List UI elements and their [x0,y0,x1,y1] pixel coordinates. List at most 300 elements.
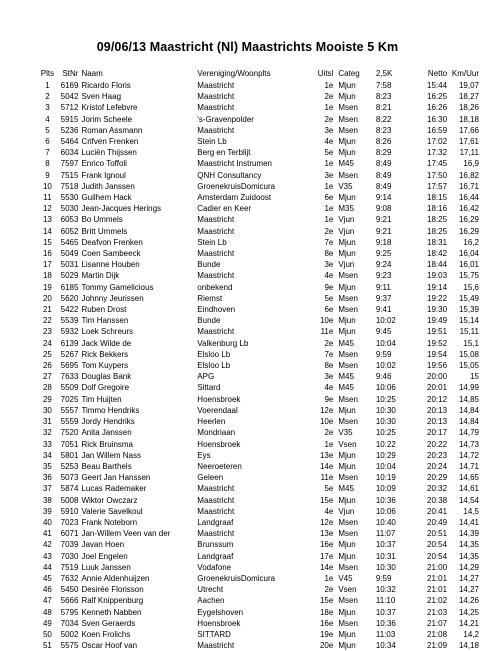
table-row [40,371,479,382]
cell-kmuur: 17,66 [458,125,479,135]
cell-categ: Msen [338,394,358,404]
cell-tijd: 9:46 [375,372,392,382]
table-row [40,427,479,438]
cell-naam: Deafvon Frenken [81,237,143,247]
cell-uitsl: 4e [324,137,334,147]
cell-plts: 49 [42,618,52,628]
table-row [40,618,479,629]
cell-categ: Msen [338,517,358,527]
cell-netto: 17:50 [427,170,448,180]
cell-stnr: 5465 [60,237,79,247]
cell-kmuur: 16,04 [458,249,479,259]
cell-plts: 25 [42,349,52,359]
cell-stnr: 5559 [60,417,79,427]
cell-plts: 3 [45,103,50,113]
cell-stnr: 5575 [60,641,79,651]
cell-naam: Luciën Thijssen [81,148,137,158]
page-title: 09/06/13 Maastricht (Nl) Maastrichts Mooiste 5 Km [96,40,399,54]
cell-vereniging: Utrecht [197,585,224,595]
cell-categ: Mjun [338,540,356,550]
cell-categ: M45 [338,159,354,169]
cell-naam: Frank Ignoul [81,170,126,180]
cell-vereniging: Berg en Terblijt [197,148,251,158]
cell-categ: Msen [338,562,358,572]
cell-categ: Mjun [338,405,356,415]
cell-tijd: 10:36 [375,495,396,505]
table-row [40,259,479,270]
cell-kmuur: 14,71 [458,461,479,471]
cell-vereniging: Maastricht [197,215,235,225]
cell-stnr: 5450 [60,585,79,595]
cell-categ: Msen [338,170,358,180]
cell-kmuur: 15,14 [458,316,479,326]
cell-stnr: 5002 [60,629,79,639]
cell-tijd: 10:09 [375,484,396,494]
cell-naam: Sven Haag [81,92,122,102]
cell-tijd: 10:36 [375,618,396,628]
cell-tijd: 11:10 [375,596,396,606]
cell-plts: 9 [45,170,50,180]
cell-tijd: 10:25 [375,394,396,404]
cell-plts: 22 [42,316,52,326]
cell-naam: Jan Willem Nass [81,450,142,460]
cell-uitsl: 16e [319,540,334,550]
cell-uitsl: 17e [319,551,334,561]
cell-uitsl: 8e [324,361,334,371]
cell-kmuur: 15,11 [459,327,479,337]
cell-tijd: 10:02 [375,316,396,326]
cell-plts: 32 [42,428,52,438]
cell-netto: 19:14 [427,282,448,292]
cell-naam: Frank Noteborn [81,517,138,527]
header-stnr: StNr [62,69,79,78]
cell-tijd: 9:21 [375,215,392,225]
cell-tijd: 10:04 [375,461,396,471]
cell-categ: Msen [338,417,358,427]
cell-naam: Rick Bekkers [81,349,129,359]
cell-netto: 20:01 [427,383,448,393]
cell-netto: 18:15 [427,193,448,203]
cell-plts: 33 [42,439,52,449]
cell-uitsl: 10e [319,417,334,427]
table-row [40,170,479,181]
cell-netto: 19:22 [427,293,448,303]
cell-tijd: 10:37 [375,607,396,617]
cell-kmuur: 17,11 [459,148,479,158]
table-row [40,506,479,517]
cell-categ: Msen [338,293,358,303]
cell-naam: Tommy Gamelicious [81,282,154,292]
cell-naam: Bo Ummels [81,215,123,225]
cell-stnr: 5267 [60,349,79,359]
cell-tijd: 8:49 [375,159,392,169]
cell-uitsl: 2e [324,226,334,236]
cell-netto: 20:13 [427,417,448,427]
cell-tijd: 10:31 [375,551,396,561]
cell-naam: Crifven Frenken [81,137,139,147]
cell-categ: M45 [338,338,354,348]
cell-netto: 20:49 [427,517,448,527]
cell-stnr: 5695 [60,361,79,371]
cell-vereniging: Voerendaal [197,405,238,415]
cell-naam: Joel Engelen [81,551,128,561]
cell-uitsl: 13e [319,529,334,539]
cell-plts: 34 [42,450,52,460]
cell-netto: 21:09 [427,641,448,651]
table-row [40,214,479,225]
cell-uitsl: 1e [324,81,334,90]
cell-tijd: 10:40 [375,517,396,527]
cell-stnr: 7039 [60,540,79,550]
table-row [40,91,479,102]
cell-vereniging: SITTARD [197,629,231,639]
cell-naam: Rick Bruinsma [81,439,134,449]
cell-naam: Jorim Scheele [81,114,133,124]
cell-stnr: 5666 [60,596,79,606]
cell-tijd: 8:23 [375,125,392,135]
cell-categ: Mjun [338,461,356,471]
cell-netto: 19:30 [427,305,448,315]
cell-netto: 20:22 [427,439,448,449]
cell-stnr: 7025 [60,394,79,404]
cell-vereniging: Eygelshoven [197,607,244,617]
cell-vereniging: Stein Lb [197,237,227,247]
cell-plts: 41 [42,529,52,539]
cell-vereniging: Neeroeteren [197,461,242,471]
table-row [40,517,479,528]
cell-tijd: 9:14 [375,193,392,203]
cell-kmuur: 16,9 [463,159,479,169]
cell-categ: Vsen [338,439,357,449]
cell-kmuur: 16,2 [463,237,479,247]
table-row [40,562,479,573]
cell-tijd: 9:21 [375,226,392,236]
cell-netto: 19:52 [427,338,448,348]
cell-naam: Ricardo Floris [81,81,131,90]
table-row [40,293,479,304]
cell-netto: 17:57 [427,181,448,191]
cell-kmuur: 14,85 [458,394,479,404]
cell-tijd: 10:32 [375,585,396,595]
table-row [40,80,479,91]
cell-kmuur: 15,6 [463,282,479,292]
cell-netto: 18:31 [427,237,448,247]
cell-uitsl: 2e [324,92,334,102]
cell-categ: Vjun [338,226,355,236]
cell-kmuur: 14,65 [458,473,479,483]
cell-vereniging: Landgraaf [197,517,234,527]
cell-kmuur: 14,35 [458,551,479,561]
cell-naam: Jan-Willem Veen van der [81,529,171,539]
cell-uitsl: 5e [324,484,334,494]
cell-stnr: 5008 [60,495,79,505]
cell-kmuur: 14,84 [458,417,479,427]
cell-kmuur: 14,29 [458,562,479,572]
cell-vereniging: Maastricht [197,529,235,539]
cell-stnr: 7633 [60,372,79,382]
table-row [40,472,479,483]
cell-vereniging: Maastricht [197,271,235,281]
cell-tijd: 9:23 [375,271,392,281]
cell-uitsl: 3e [324,372,334,382]
cell-vereniging: Maastricht [197,495,235,505]
cell-naam: Jordy Hendriks [81,417,135,427]
cell-netto: 20:23 [427,450,448,460]
table-row [40,326,479,337]
cell-plts: 35 [42,461,52,471]
cell-naam: Loek Schreurs [81,327,134,337]
cell-kmuur: 14,26 [458,596,479,606]
cell-uitsl: 2e [324,338,334,348]
cell-categ: M35 [338,204,354,214]
cell-tijd: 8:23 [375,92,392,102]
cell-plts: 36 [42,473,52,483]
table-row [40,349,479,360]
cell-categ: V45 [338,573,353,583]
cell-uitsl: 10e [319,316,334,326]
cell-uitsl: 1e [324,215,334,225]
cell-kmuur: 14,99 [458,383,479,393]
cell-categ: Msen [338,361,358,371]
cell-kmuur: 14,2 [463,629,479,639]
cell-kmuur: 14,41 [458,517,479,527]
cell-plts: 38 [42,495,52,505]
cell-uitsl: 4e [324,506,334,516]
cell-tijd: 10:22 [375,439,396,449]
cell-plts: 12 [42,204,52,214]
cell-vereniging: Hoensbroek [197,394,241,404]
cell-netto: 16:59 [427,125,448,135]
table-row [40,360,479,371]
cell-categ: Msen [338,305,358,315]
cell-plts: 40 [42,517,52,527]
cell-netto: 21:00 [427,562,448,572]
cell-stnr: 7030 [60,551,79,561]
cell-uitsl: 3e [324,125,334,135]
cell-tijd: 8:21 [375,103,392,113]
table-row [40,237,479,248]
cell-tijd: 8:26 [375,137,392,147]
cell-plts: 10 [42,181,52,191]
table-row [40,270,479,281]
cell-netto: 20:12 [427,394,448,404]
table-row [40,394,479,405]
cell-categ: Mjun [338,193,356,203]
cell-uitsl: 4e [324,271,334,281]
cell-tijd: 8:22 [375,114,392,124]
cell-vereniging: Maastricht [197,125,235,135]
cell-tijd: 9:18 [375,237,392,247]
cell-uitsl: 16e [319,618,334,628]
cell-plts: 20 [42,293,52,303]
cell-vereniging: onbekend [197,282,233,292]
cell-categ: Vjun [338,506,355,516]
cell-naam: Lisanne Houben [81,260,140,270]
cell-uitsl: 4e [324,383,334,393]
cell-uitsl: 2e [324,428,334,438]
cell-naam: Britt Ummels [81,226,128,236]
cell-uitsl: 11e [320,473,334,483]
cell-plts: 6 [45,137,50,147]
cell-uitsl: 3e [324,170,334,180]
table-row [40,528,479,539]
cell-categ: V35 [338,428,353,438]
results-table [40,68,479,651]
cell-vereniging: Maastricht Instrumen [197,159,272,169]
cell-netto: 21:03 [427,607,448,617]
cell-netto: 18:16 [427,204,448,214]
cell-kmuur: 16,29 [458,215,479,225]
cell-netto: 20:24 [427,461,448,471]
cell-plts: 15 [42,237,52,247]
cell-uitsl: 1e [324,573,334,583]
cell-plts: 29 [42,394,52,404]
cell-plts: 42 [42,540,52,550]
header-row [40,68,479,80]
cell-netto: 20:41 [427,506,448,516]
cell-stnr: 5557 [60,405,79,415]
cell-tijd: 9:59 [375,573,392,583]
cell-stnr: 5049 [60,249,79,259]
cell-tijd: 9:24 [375,260,392,270]
cell-vereniging: Valkenburg Lb [197,338,249,348]
cell-kmuur: 14,27 [458,573,479,583]
cell-uitsl: 1e [324,204,334,214]
cell-categ: Msen [338,618,358,628]
cell-plts: 1 [45,81,50,90]
table-row [40,495,479,506]
cell-categ: Vjun [338,215,355,225]
table-row [40,282,479,293]
cell-uitsl: 9e [324,394,334,404]
cell-stnr: 7051 [60,439,79,449]
cell-vereniging: QNH Consultancy [197,170,262,180]
cell-plts: 46 [42,585,52,595]
cell-plts: 16 [42,249,52,259]
cell-categ: M45 [338,383,354,393]
cell-plts: 31 [42,417,52,427]
cell-tijd: 9:37 [375,293,392,303]
cell-plts: 5 [45,125,50,135]
header-kmuur: Km/Uur [451,69,479,78]
cell-vereniging: Elsloo Lb [197,361,231,371]
cell-uitsl: 13e [319,450,334,460]
cell-tijd: 10:19 [375,473,396,483]
cell-plts: 11 [43,193,52,203]
table-row [40,640,479,651]
cell-naam: Dolf Gregoire [81,383,130,393]
cell-stnr: 7520 [60,428,79,438]
cell-uitsl: 7e [324,349,334,359]
table-row [40,315,479,326]
cell-categ: Vjun [338,260,355,270]
table-row [40,114,479,125]
cell-stnr: 5620 [60,293,79,303]
cell-vereniging: Maastricht [197,81,235,90]
table-row [40,483,479,494]
table-row [40,450,479,461]
cell-stnr: 5042 [60,92,79,102]
cell-naam: Douglas Bank [81,372,132,382]
cell-netto: 20:38 [427,495,448,505]
cell-stnr: 5530 [60,193,79,203]
cell-netto: 21:02 [427,596,448,606]
cell-naam: Sven Geraerds [81,618,136,628]
cell-stnr: 5795 [60,607,79,617]
header-naam: Naam [81,69,103,78]
header-uitsl: Uitsl [317,69,334,78]
cell-kmuur: 15,08 [458,349,479,359]
cell-netto: 18:44 [427,260,448,270]
cell-netto: 20:13 [427,405,448,415]
cell-uitsl: 3e [324,260,334,270]
cell-stnr: 7518 [60,181,79,191]
cell-naam: Ruben Drost [81,305,127,315]
table-row [40,382,479,393]
cell-stnr: 5910 [60,506,79,516]
cell-kmuur: 17,61 [458,137,479,147]
cell-naam: Annie Aldenhuijzen [81,573,150,583]
cell-netto: 18:42 [427,249,448,259]
cell-vereniging: Eys [197,450,211,460]
table-row [40,439,479,450]
cell-stnr: 5253 [60,461,79,471]
cell-naam: Anita Janssen [81,428,132,438]
cell-uitsl: 20e [319,641,334,651]
cell-categ: Mjun [338,450,356,460]
cell-tijd: 9:59 [375,349,392,359]
cell-plts: 23 [42,327,52,337]
cell-categ: Msen [338,103,358,113]
header-netto: Netto [427,69,448,78]
cell-categ: Msen [338,596,358,606]
cell-kmuur: 14,84 [458,405,479,415]
cell-kmuur: 16,82 [458,170,479,180]
cell-uitsl: 2e [324,114,334,124]
cell-plts: 43 [42,551,52,561]
cell-stnr: 6052 [60,226,79,236]
cell-tijd: 7:58 [375,81,392,90]
cell-netto: 17:45 [427,159,448,169]
cell-plts: 2 [45,92,50,102]
cell-stnr: 6169 [60,81,79,90]
cell-stnr: 6071 [60,529,79,539]
cell-stnr: 5874 [60,484,79,494]
cell-kmuur: 14,79 [458,428,479,438]
cell-netto: 16:25 [427,92,448,102]
cell-categ: M45 [338,372,354,382]
cell-kmuur: 15,75 [458,271,479,281]
cell-stnr: 7023 [60,517,79,527]
cell-naam: Tim Huijten [81,394,122,404]
cell-vereniging: Aachen [197,596,225,606]
cell-naam: Kenneth Nabben [81,607,142,617]
cell-naam: Judith Janssen [81,181,135,191]
cell-stnr: 5236 [60,125,79,135]
cell-stnr: 7515 [60,170,79,180]
cell-plts: 30 [42,405,52,415]
cell-kmuur: 19,07 [458,81,479,90]
table-row [40,102,479,113]
cell-plts: 48 [42,607,52,617]
cell-netto: 20:54 [427,551,448,561]
cell-kmuur: 14,35 [458,540,479,550]
cell-categ: Mjun [338,92,356,102]
cell-naam: Desirée Florisson [81,585,144,595]
cell-kmuur: 14,61 [458,484,479,494]
cell-vereniging: Hoensbroek [197,618,241,628]
cell-stnr: 6139 [60,338,79,348]
